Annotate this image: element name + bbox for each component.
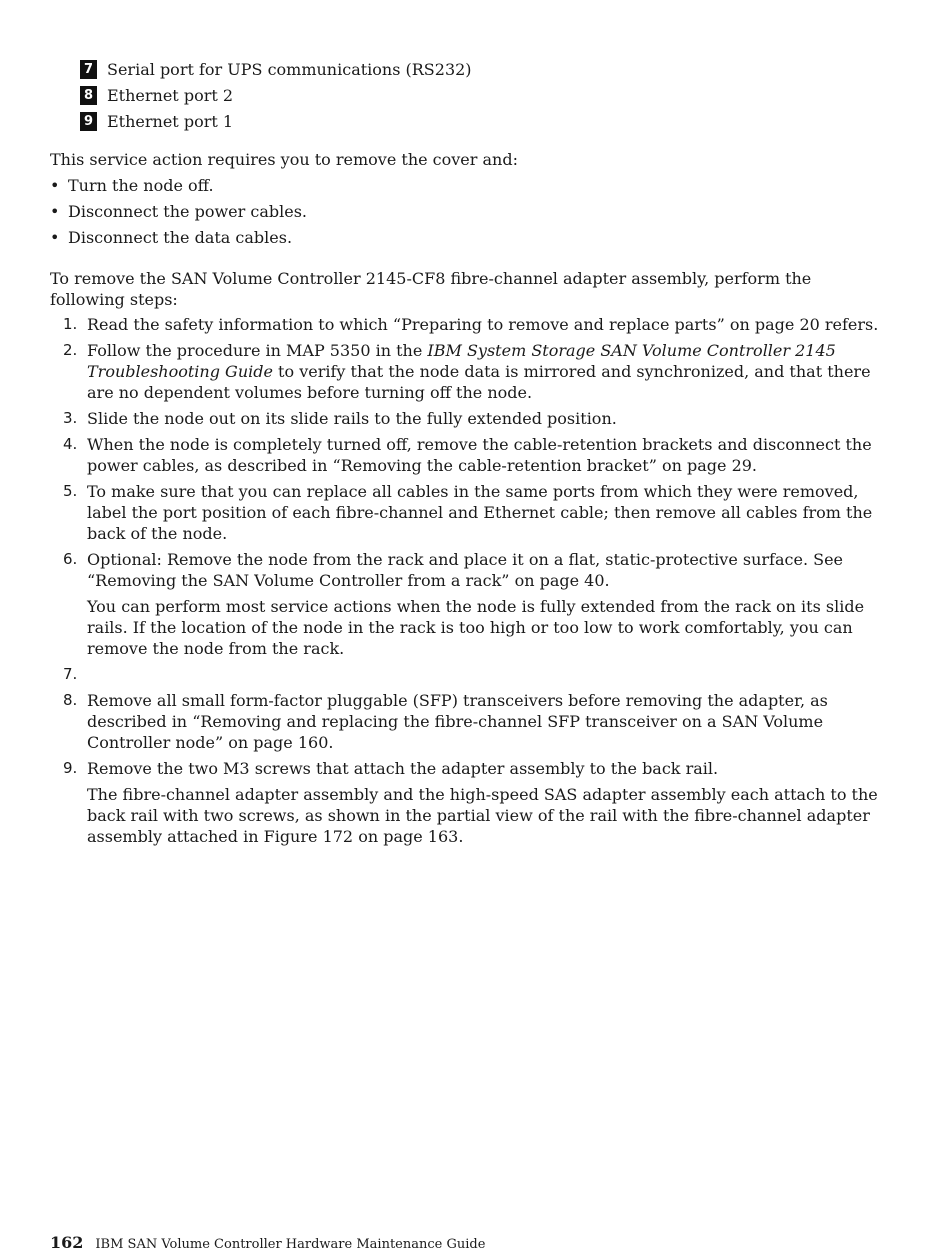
step-list <box>50 314 880 852</box>
step-item <box>50 340 880 403</box>
bullet-item <box>50 201 307 227</box>
callout-item <box>80 56 472 82</box>
callout-item <box>80 82 472 108</box>
step-number: 6. <box>63 550 78 568</box>
step-text <box>87 340 880 403</box>
bullet-item <box>50 175 307 201</box>
bullet-icon: • <box>50 202 60 221</box>
callout-text: Ethernet port 2 <box>107 85 234 105</box>
step-text: To make sure that you can replace all cables in the same ports from which they were removed, label the port position of each fibre-channel and Ethernet cable; then remove all cables from the back of the node. <box>87 482 873 543</box>
step-text: Slide the node out on its slide rails to the fully extended position. <box>87 409 617 428</box>
step-note: The fibre-channel adapter assembly and the high-speed SAS adapter assembly each attach to the back rail with two screws, as shown in the partial view of the rail with the fibre-channel adapter assembly attached in Figure 172 on page 163. <box>87 785 878 846</box>
callout-number: 9 <box>80 112 97 131</box>
book-title-reference: IBM System Storage SAN Volume Controller 2145 Troubleshooting Guide <box>87 341 836 381</box>
step-item <box>50 549 880 659</box>
step-number: 5. <box>63 482 78 500</box>
callout-text: Serial port for UPS communications (RS232) <box>107 59 472 79</box>
step-text: Remove all small form-factor pluggable (SFP) transceivers before removing the adapter, as described in “Removing and replacing the fibre-channel SFP transceiver on a SAN Volume Controller node” on page 160. <box>87 691 828 752</box>
step-number: 8. <box>63 691 78 709</box>
step-item <box>50 690 880 753</box>
step-item <box>50 758 880 847</box>
step-number: 4. <box>63 435 78 453</box>
callout-text: Ethernet port 1 <box>107 111 234 131</box>
step-item <box>50 314 880 335</box>
bullet-icon: • <box>50 228 60 247</box>
step-number: 1. <box>63 315 78 333</box>
step-number: 2. <box>63 341 78 359</box>
bullet-icon: • <box>50 176 60 195</box>
step-text-pre: Follow the procedure in MAP 5350 in the <box>87 341 428 360</box>
callout-item <box>80 108 472 134</box>
step-text: Optional: Remove the node from the rack and place it on a flat, static-protective surface. See “Removing the SAN Volume Controller from a rack” on page 40. <box>87 550 844 590</box>
step-item <box>50 664 880 685</box>
step-item <box>50 434 880 476</box>
bullet-list <box>50 175 307 253</box>
page-number: 162 <box>50 1233 84 1252</box>
step-note: You can perform most service actions when the node is fully extended from the rack on its slide rails. If the location of the node in the rack is too high or too low to work comfortably, you can remove the node from the rack. <box>87 597 865 658</box>
callout-list <box>80 56 472 134</box>
step-number: 9. <box>63 759 78 777</box>
bullet-text: Turn the node off. <box>68 176 214 195</box>
steps-intro-paragraph: To remove the SAN Volume Controller 2145-CF8 fibre-channel adapter assembly, perform the following steps: <box>50 269 812 309</box>
footer-title: IBM SAN Volume Controller Hardware Maintenance Guide <box>95 1237 486 1252</box>
bullet-item <box>50 227 307 253</box>
bullet-text: Disconnect the power cables. <box>68 202 307 221</box>
step-text: Remove the two M3 screws that attach the adapter assembly to the back rail. <box>87 759 719 778</box>
bullet-text: Disconnect the data cables. <box>68 228 293 247</box>
callout-number: 8 <box>80 86 97 105</box>
step-item <box>50 481 880 544</box>
step-item <box>50 408 880 429</box>
step-number: 7. <box>63 665 78 683</box>
intro-paragraph: This service action requires you to remove the cover and: <box>50 150 518 169</box>
step-number: 3. <box>63 409 78 427</box>
step-text: Read the safety information to which “Preparing to remove and replace parts” on page 20 refers. <box>87 315 879 334</box>
callout-number: 7 <box>80 60 97 79</box>
step-text: When the node is completely turned off, remove the cable-retention brackets and disconnect the power cables, as described in “Removing the cable-retention bracket” on page 29. <box>87 435 872 475</box>
page-footer <box>50 1233 485 1252</box>
step-text-post: to verify that the node data is mirrored and synchronized, and that there are no dependent volumes before turning off the node. <box>87 362 871 402</box>
